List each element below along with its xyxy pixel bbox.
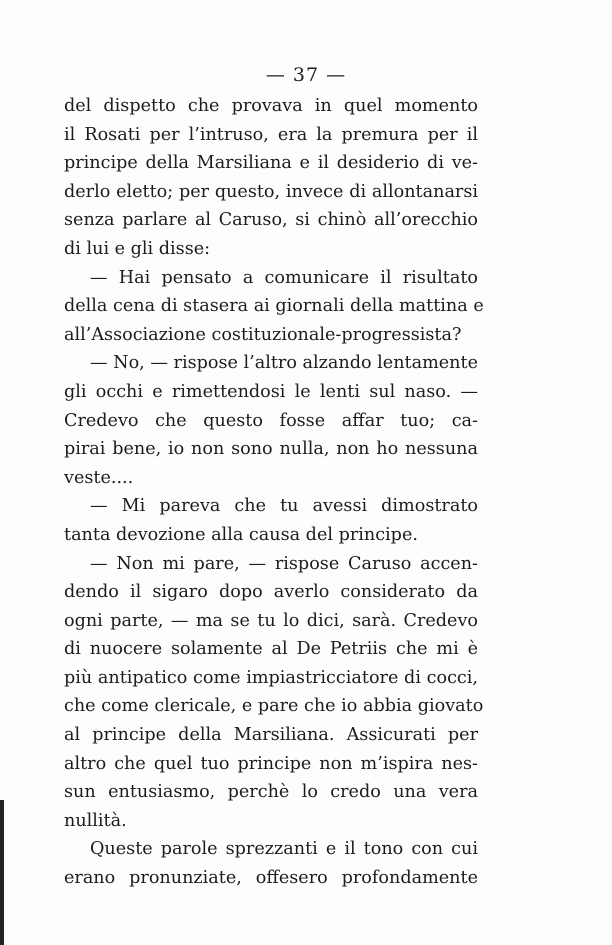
text-line: dendo il sigaro dopo averlo considerato da [64,582,478,603]
body-text [64,92,484,893]
text-line: di lui e gli disse: [64,238,211,259]
text-line: — No, — rispose l’altro alzando lentamente [90,353,478,374]
text-line: all’Associazione costituzionale-progressista? [64,324,462,345]
text-line: del dispetto che provava in quel momento [64,96,478,116]
text-line: Credevo che questo fosse affar tuo; ca- [64,410,478,431]
binding-edge-mark [0,800,4,945]
text-line: derlo eletto; per questo, invece di allontanarsi [64,181,478,202]
text-line: senza parlare al Caruso, si chinò all’orecchio [64,210,478,231]
text-line: — Non mi pare, — rispose Caruso accen- [90,553,478,574]
text-line: principe della Marsiliana e il desiderio di ve- [64,153,478,174]
text-line: Queste parole sprezzanti e il tono con cui [90,839,478,860]
text-line: gli occhi e rimettendosi le lenti sul naso. — [64,381,478,402]
page-number: — 37 — [265,64,347,86]
text-line: veste.... [64,467,134,488]
text-line: di nuocere solamente al De Petriis che mi è [64,639,478,660]
text-line: tanta devozione alla causa del principe. [64,524,418,545]
text-line: — Hai pensato a comunicare il risultato [90,267,478,288]
text-line: — Mi pareva che tu avessi dimostrato [90,496,478,517]
text-line: ogni parte, — ma se tu lo dici, sarà. Credevo [64,610,478,631]
text-line: al principe della Marsiliana. Assicurati per [64,725,478,746]
text-line: altro che quel tuo principe non m’ispira nes- [64,753,478,774]
text-line: nullità. [64,810,127,831]
text-line: che come clericale, e pare che io abbia giovato [64,696,484,717]
text-line: sun entusiasmo, perchè lo credo una vera [64,782,478,803]
text-line: più antipatico come impiastricciatore di cocci, [64,667,478,688]
text-line: il Rosati per l’intruso, era la premura per il [64,124,478,145]
text-line: erano pronunziate, offesero profondamente [64,868,478,889]
text-line: della cena di stasera ai giornali della mattina e [64,296,484,317]
text-line: pirai bene, io non sono nulla, non ho nessuna [64,439,478,460]
